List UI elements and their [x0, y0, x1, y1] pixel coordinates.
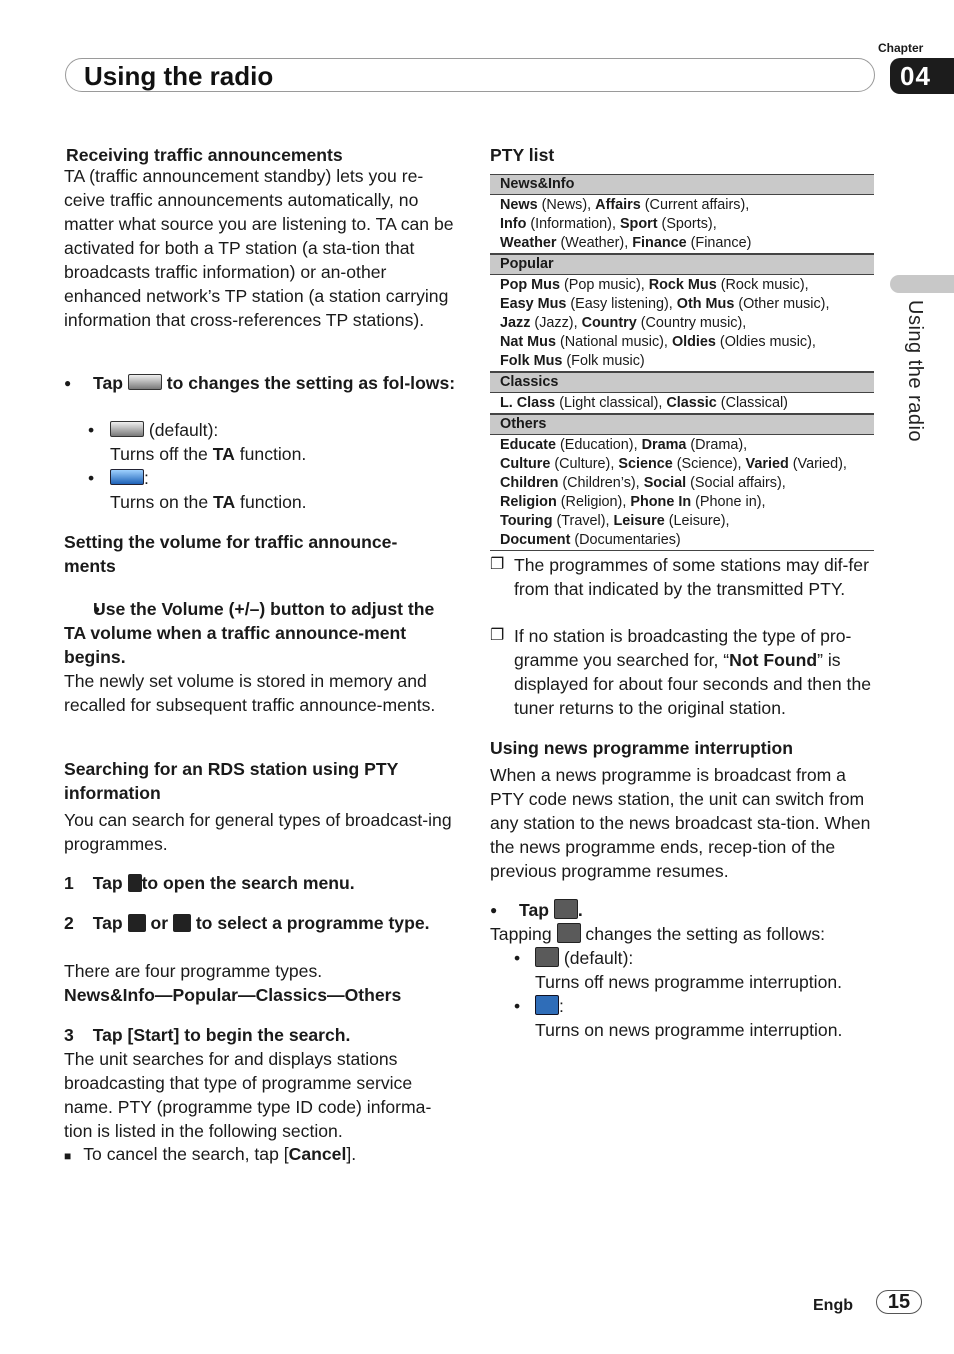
- square-bullet-icon: ■: [64, 1149, 72, 1163]
- bullet-dot: •: [88, 420, 95, 440]
- step-volume: ● Use the Volume (+/–) button to adjust the TA volume when a traffic announce-ment begins.: [64, 597, 444, 669]
- step-tap-ta: ● Tap to changes the setting as fol-lows:: [64, 371, 456, 395]
- news-off-icon: [535, 947, 559, 967]
- heading-receiving-traffic: Receiving traffic announcements: [66, 145, 343, 165]
- pty-group-classics: Classics: [490, 372, 874, 393]
- pty-group-popular-items: Pop Mus (Pop music), Rock Mus (Rock music), Easy Mus (Easy listening), Oth Mus (Other music), Jazz (Jazz), Country (Country music), Nat Mus (National music), Oldies (Oldies music), Folk Mus (Folk music): [490, 275, 874, 372]
- programme-types: News&Info—Popular—Classics—Others: [64, 985, 402, 1005]
- step-3: 3 Tap [Start] to begin the search.: [64, 1025, 351, 1045]
- ta-option-off: (default): Turns off the TA function.: [110, 420, 307, 464]
- ta-option-on: : Turns on the TA function.: [110, 468, 307, 512]
- heading-pty-list: PTY list: [490, 145, 555, 165]
- news-option-off: (default): Turns off news programme interruption.: [535, 948, 843, 992]
- note-pty-differ: ❐ The programmes of some stations may dif-fer from that indicated by the transmitted PTY.: [490, 553, 875, 601]
- ta-off-icon: [110, 421, 144, 437]
- cancel-note: ■ To cancel the search, tap [Cancel].: [64, 1144, 357, 1164]
- bullet-dot: •: [88, 468, 95, 488]
- note-not-found: ❐ If no station is broadcasting the type of pro-gramme you searched for, “Not Found” is displayed for about four seconds and then the tuner returns to the original station.: [490, 624, 878, 720]
- news-on-icon: [535, 995, 559, 1015]
- pty-group-newsinfo: News&Info: [490, 174, 874, 195]
- para-types: There are four programme types.: [64, 961, 323, 981]
- news-off-icon: [557, 923, 581, 943]
- para-news-interrupt: When a news programme is broadcast from a PTY code news station, the unit can switch from any station to the news broadcast sta-tion. When the news programme ends, recep-tion of the previous programme resumes.: [490, 765, 871, 881]
- bullet-dot: •: [514, 996, 521, 1016]
- page-number: 15: [887, 1291, 911, 1313]
- heading-volume: Setting the volume for traffic announce-ments: [64, 532, 398, 576]
- search-icon: [128, 874, 142, 892]
- news-off-icon: [554, 899, 578, 919]
- para-volume: The newly set volume is stored in memory and recalled for subsequent traffic announce-ments.: [64, 671, 436, 715]
- side-tab-label: Using the radio: [904, 300, 926, 443]
- tapping-note: Tapping changes the setting as follows:: [490, 924, 826, 944]
- news-option-on: : Turns on news programme interruption.: [535, 996, 843, 1040]
- pty-group-others: Others: [490, 414, 874, 435]
- pty-table: [490, 174, 874, 551]
- ta-off-icon: [128, 374, 162, 390]
- step-2: 2 Tap or to select a programme type.: [64, 913, 430, 933]
- heading-search-pty: Searching for an RDS station using PTY information: [64, 759, 399, 803]
- chevron-up-icon: [128, 914, 146, 932]
- bullet-dot: •: [514, 948, 521, 968]
- heading-news-interrupt: Using news programme interruption: [490, 738, 794, 758]
- chapter-label: Chapter: [878, 41, 924, 55]
- pty-group-others-items: Educate (Education), Drama (Drama), Culture (Culture), Science (Science), Varied (Varied), Children (Children’s), Social (Social affairs), Religion (Religion), Phone In (Phone in), Touring (Travel), Leisure (Leisure), Document (Documentaries): [490, 435, 874, 551]
- para-search-pty: You can search for general types of broadcast-ing programmes.: [64, 810, 452, 854]
- step-1: 1 Tap to open the search menu.: [64, 873, 355, 893]
- chapter-number: 04: [900, 61, 931, 91]
- chevron-down-icon: [173, 914, 191, 932]
- pty-group-classics-items: L. Class (Light classical), Classic (Classical): [490, 393, 874, 414]
- pty-group-newsinfo-items: News (News), Affairs (Current affairs), Info (Information), Sport (Sports), Weather (Weather), Finance (Finance): [490, 195, 874, 254]
- step-tap-news: ● Tap .: [490, 898, 880, 922]
- para-search-result: The unit searches for and displays stations broadcasting that type of programme service name. PTY (programme type ID code) informa-tion is listed in the following section.: [64, 1049, 432, 1141]
- ta-on-icon: [110, 469, 144, 485]
- page-title: Using the radio: [84, 61, 274, 91]
- pty-group-popular: Popular: [490, 254, 874, 275]
- side-tab-marker: [890, 275, 954, 293]
- language-code: Engb: [813, 1297, 853, 1314]
- para-receiving-traffic: TA (traffic announcement standby) lets you re-ceive traffic announcements automatically, no matter what source you are listening to. TA can be activated for both a TP station (a sta-tion that broadcasts traffic information) or an-other enhanced network’s TP station (a station carrying information that cross-references TP stations).: [64, 166, 454, 330]
